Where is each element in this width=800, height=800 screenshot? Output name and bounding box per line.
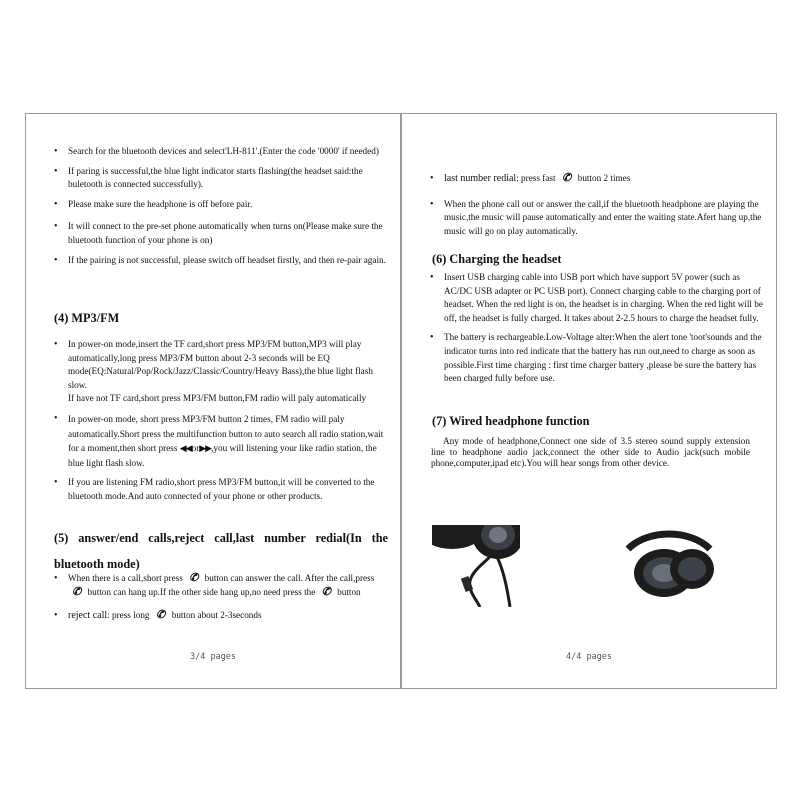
list-item: • Insert USB charging cable into USB port which have support 5V power (such as AC/DC USB adapter or PC USB port). Connect charging cable to the charging port of headset. When the red light is on, the headset is in charging. When the red light will be off, the headset is fully charged. It takes about 2-2.5 hours to charge the headset fully. [402,271,776,325]
phone-icon: ✆ [156,609,166,622]
mp3-item-extra: If have not TF card,short press MP3/FM button,FM radio will paly automatically [68,393,367,404]
section-heading-mp3-fm: (4) MP3/FM [54,311,120,325]
headphone-cable-icon [432,525,520,607]
list-item: • When the phone call out or answer the call,if the bluetooth headphone are playing the music,the music will pause automatically and enter the waiting state.Afert hang up,the music will go on play automatically. [402,198,776,239]
phone-icon: ✆ [562,172,572,184]
wired-paragraph: Any mode of headphone,Connect one side of 3.5 stereo sound supply extension line to headphone audio jack,connect the other side to Audio jack(such mobile phone,computer,ipad etc).You will hear songs from other device. [431,436,750,469]
page-3 [25,113,401,689]
reject-label: reject call [68,610,108,622]
redial-label: last number redial [444,173,517,184]
folded-headphone-icon [618,527,720,607]
phone-icon: ✆ [72,585,82,598]
mp3-item-text: In power-on mode, short press MP3/FM button 2 times, FM radio will paly automatically.Short press the multifunction button to auto search all radio station,wait for a moment,then short press [68,413,384,454]
reject-text: button about 2-3seconds [171,610,262,621]
redial-text: : press fast [516,173,556,183]
list-item: • It will connect to the pre-set phone automatically when turns on(Please make sure the bluetooth function of your phone is on) [26,220,400,247]
calls-text: button can hang up.If the other side hang up,no need press the [87,586,316,597]
list-item [402,172,776,186]
list-item: • Search for the bluetooth devices and select'LH-811'.(Enter the code '0000' if needed) [26,145,400,159]
charging-list [402,271,776,386]
list-item: • The battery is rechargeable.Low-Voltage alter:When the alert tone 'toot'sounds and the indicator turns into red indicate that the battery has run out,need to charge as soon as possible.First time charging : first time charger battery ,please be sure the battery has been charged fully before use. [402,331,776,385]
mp3-fm-list [26,338,400,504]
list-item: • If you are listening FM radio,short press MP3/FM button,it will be converted to the bluetooth mode.And auto connected of your phone or other products. [26,476,400,503]
headphone-cable-photo [432,525,520,607]
mp3-item-text: ,you will listening your like radio station, the blue light flash slow. [68,443,377,468]
or-text: or [191,443,200,454]
next-station-icon: ▶▶ [199,443,212,454]
redial-list [402,172,776,238]
redial-text: button 2 times [577,173,631,183]
page-4 [401,113,777,689]
section-heading-charging: (6) Charging the headset [432,252,562,266]
calls-text: When there is a call,short press [68,573,183,583]
list-item [26,572,400,599]
list-item: • If the pairing is not successful, please switch off headset firstly, and then re-pair again. [26,254,400,268]
reject-text: : press long [107,610,150,621]
folded-headphone-photo [618,527,720,607]
list-item [26,412,400,470]
page-number: 4/4 pages [565,652,613,662]
mp3-item-text: In power-on mode,insert the TF card,short press MP3/FM button,MP3 will play automatically,long press MP3/FM button about 2-3 seconds will be EQ mode(EQ:Natural/Pop/Rock/Jazz/Classic/Country/Heavy Bass),the blue light flash slow. [68,339,373,390]
list-item: • If paring is successful,the blue light indicator starts flashing(the headset said:the buletooth is connected successfully). [26,165,400,192]
pairing-list [26,145,400,267]
list-item [26,338,400,406]
list-item [26,609,400,623]
section-heading-wired: (7) Wired headphone function [432,414,590,428]
calls-text: button [337,586,361,597]
phone-icon: ✆ [189,572,199,584]
prev-station-icon: ◀◀ [179,443,192,454]
calls-list [26,572,400,623]
page-number: 3/4 pages [189,652,237,662]
section-heading-calls: (5) answer/end calls,reject call,last number redial(In the bluetooth mode) [54,531,388,571]
calls-text: button can answer the call. After the call,press [204,573,375,583]
list-item: • Please make sure the headphone is off before pair. [26,198,400,212]
phone-icon: ✆ [321,585,331,598]
